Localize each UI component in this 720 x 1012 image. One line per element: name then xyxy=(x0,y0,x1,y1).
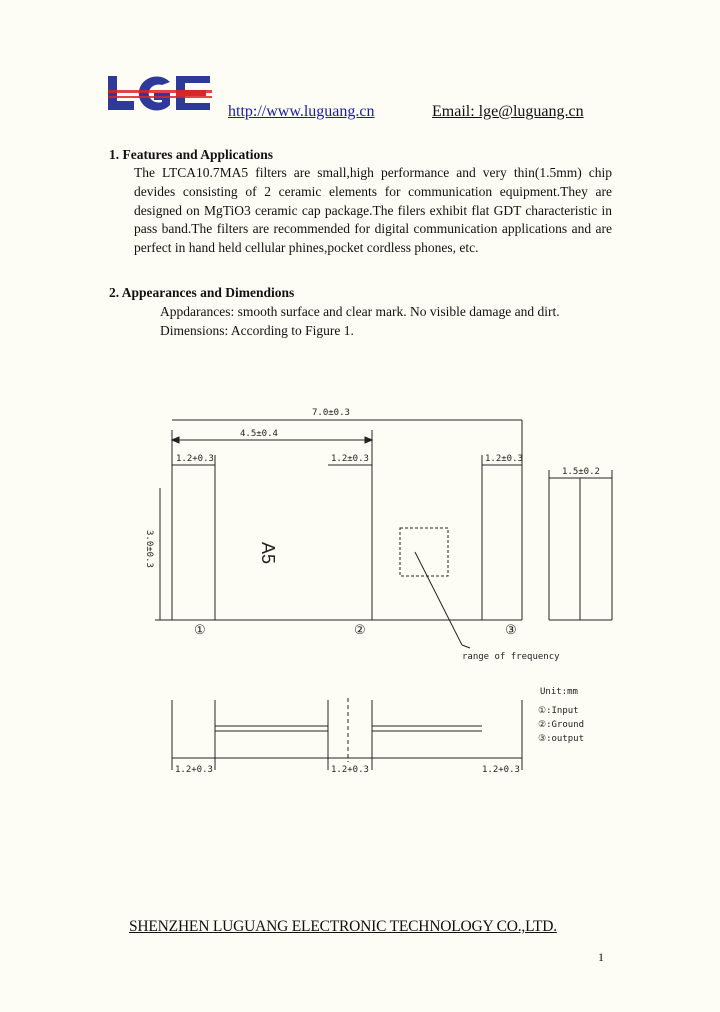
range-label: range of frequency xyxy=(462,652,560,662)
website-link[interactable]: http://www.luguang.cn xyxy=(228,103,375,120)
dimensions-line: Dimensions: According to Figure 1. xyxy=(160,323,354,338)
dim-right-pad: 1.2±0.3 xyxy=(485,454,523,464)
legend-input: ①:Input xyxy=(538,706,579,716)
dim-overall: 7.0±0.3 xyxy=(312,408,350,418)
bottom-dim-left: 1.2+0.3 xyxy=(175,765,213,775)
legend-ground: ②:Ground xyxy=(538,720,584,730)
section2-heading: 2. Appearances and Dimendions xyxy=(109,285,295,300)
section1-text: The LTCA10.7MA5 filters are small,high performance and very thin(1.5mm) chip devides consisting of 2 ceramic elements for communication equipment.They are designed on MgTiO3 ceramic cap package.The filers exhibit flat GDT characteristic in pass band.The filters are recommended for digital communication applications and are perfect in hand held cellular phines,pocket cordless phones, etc. xyxy=(134,165,612,256)
dim-left-pad: 1.2+0.3 xyxy=(176,454,214,464)
unit-label: Unit:mm xyxy=(540,687,578,697)
dim-height: 3.0±0.3 xyxy=(144,530,154,568)
company-footer: SHENZHEN LUGUANG ELECTRONIC TECHNOLOGY CO.,LTD. xyxy=(129,918,557,935)
page-number: 1 xyxy=(598,950,604,964)
pin-2-label: ② xyxy=(354,622,366,637)
email-link[interactable]: Email: lge@luguang.cn xyxy=(432,103,584,120)
chip-marking: A5 xyxy=(258,542,278,565)
dim-inner: 4.5±0.4 xyxy=(240,429,278,439)
legend-output: ③:output xyxy=(538,734,584,744)
pin-3-label: ③ xyxy=(505,622,517,637)
pin-1-label: ① xyxy=(194,622,206,637)
bottom-dim-right: 1.2+0.3 xyxy=(482,765,520,775)
appearance-line: Appdarances: smooth surface and clear mark. No visible damage and dirt. xyxy=(160,304,560,319)
section1-heading: 1. Features and Applications xyxy=(109,147,274,162)
dim-mid-pad: 1.2±0.3 xyxy=(331,454,369,464)
bottom-dim-mid: 1.2+0.3 xyxy=(331,765,369,775)
dim-thickness: 1.5±0.2 xyxy=(562,467,600,477)
